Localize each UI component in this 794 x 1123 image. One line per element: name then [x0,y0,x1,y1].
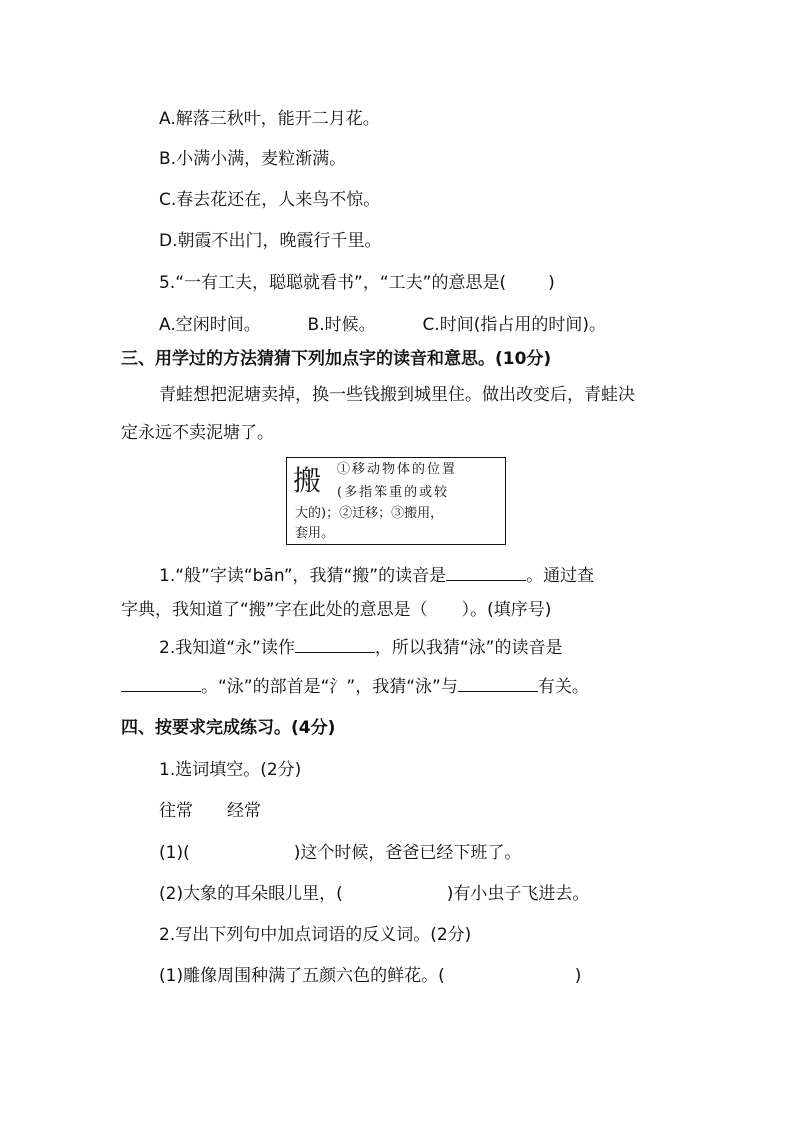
sentence-text: )这个时候，爸爸已经下班了。 [293,843,522,863]
dictionary-line-4: 套用。 [295,526,335,541]
option-5c: C.时间(指占用的时间)。 [422,315,606,335]
sentence-text: )有小虫子飞进去。 [446,884,590,904]
section-4-title: 四、按要求完成练习。(4分) [121,718,336,738]
question-text: 有关。 [537,677,589,697]
section-3-q1-line-1 [159,562,594,588]
section-3-q2-line-1 [159,634,562,660]
question-5-stem: 5.“一有工夫，聪聪就看书”，“工夫”的意思是( [159,273,507,293]
word-choices: 往常 经常 [159,801,261,821]
question-5-options [159,313,606,337]
section-3-title: 三、用学过的方法猜猜下列加点字的读音和意思。(10分) [121,349,552,369]
option-d: D.朝霞不出门，晚霞行千里。 [159,231,382,251]
dictionary-character: 搬 [293,464,322,497]
fill-sentence-2 [159,882,589,906]
section-4-q1: 1.选词填空。(2分) [159,760,302,780]
passage-line-1: 青蛙想把泥塘卖掉，换一些钱搬到城里住。做出改变后，青蛙决 [159,385,635,405]
sentence-text: (2)大象的耳朵眼儿里，( [159,884,343,904]
dictionary-line-1: ①移动物体的位置 [337,462,458,477]
option-5b: B.时候。 [307,315,376,335]
question-text: 1.“般”字读“bān”，我猜“搬”的读音是 [159,566,447,586]
question-text: 2.我知道“永”读作 [159,638,295,658]
question-5 [159,271,555,295]
section-4-q2: 2.写出下列句中加点词语的反义词。(2分) [159,925,472,945]
question-text: 。通过查 [526,566,595,586]
question-text: 。“泳”的部首是“氵”，我猜“泳”与 [201,677,458,697]
dictionary-line-3: 大的)；②迁移；③搬用， [295,506,444,521]
section-3-q1-line-2: 字典，我知道了“搬”字在此处的意思是（ ）。(填序号) [121,600,552,620]
option-a: A.解落三秋叶，能开二月花。 [159,109,380,129]
option-c: C.春去花还在，人来鸟不惊。 [159,190,381,210]
dictionary-entry-box [286,457,506,545]
sentence-text: (1)( [159,843,190,863]
antonym-sentence [159,964,581,988]
answer-blank[interactable] [458,673,538,692]
passage-line-2: 定永远不卖泥塘了。 [121,423,274,443]
option-b: B.小满小满，麦粒渐满。 [159,149,347,169]
answer-blank[interactable] [121,673,201,692]
dictionary-line-2: (多指笨重的或较 [337,485,450,500]
answer-blank[interactable] [446,562,526,581]
sentence-text: ) [574,966,582,986]
fill-sentence-1 [159,841,521,865]
question-text: ，所以我猜“泳”的读音是 [374,638,563,658]
sentence-text: (1)雕像周围种满了五颜六色的鲜花。( [159,966,445,986]
option-5a: A.空闲时间。 [159,315,261,335]
answer-blank[interactable] [295,634,375,653]
question-5-close: ) [548,273,555,293]
section-3-q2-line-2 [121,673,589,699]
